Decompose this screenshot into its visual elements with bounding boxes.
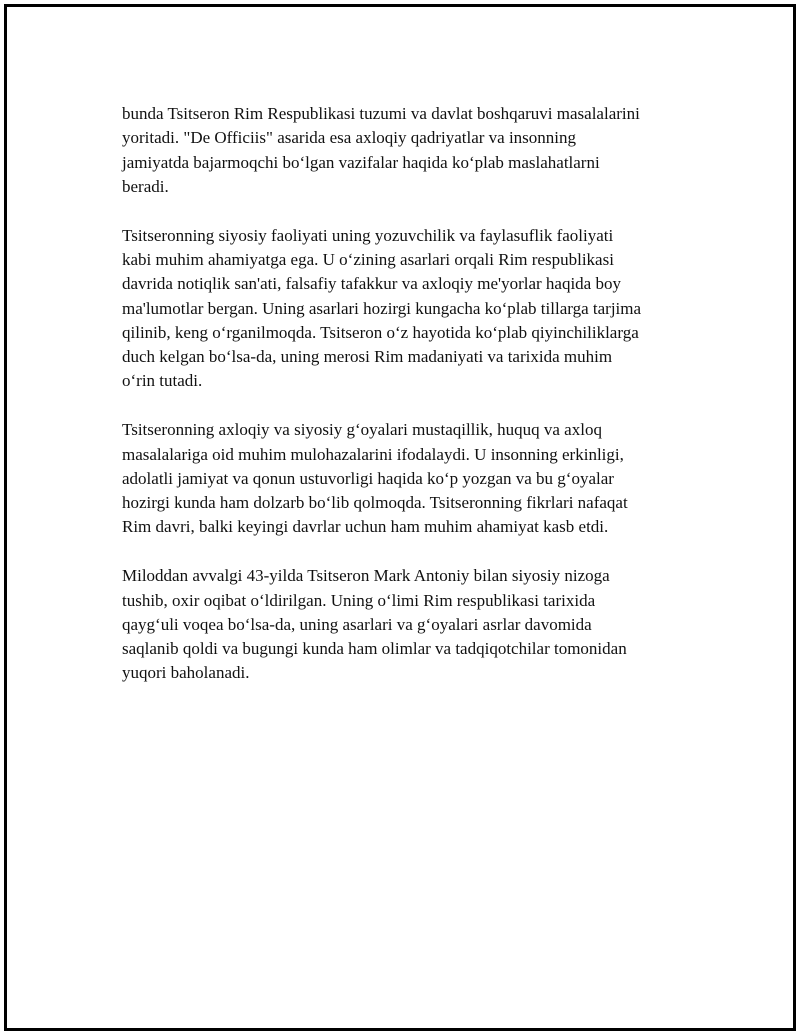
text-line: Miloddan avvalgi 43-yilda Tsitseron Mark Antoniy bilan siyosiy nizoga: [122, 566, 610, 586]
text-line: Tsitseronning axloqiy va siyosiy g‘oyalari mustaqillik, huquq va axloq: [122, 420, 602, 440]
paragraph-4: [122, 564, 712, 685]
text-line: Rim davri, balki keyingi davrlar uchun ham muhim ahamiyat kasb etdi.: [122, 517, 609, 537]
text-line: saqlanib qoldi va bugungi kunda ham olimlar va tadqiqotchilar tomonidan: [122, 639, 627, 659]
text-line: yuqori baholanadi.: [122, 663, 250, 683]
paragraph-2: [122, 224, 712, 394]
text-line: bunda Tsitseron Rim Respublikasi tuzumi va davlat boshqaruvi masalalarini: [122, 104, 640, 123]
text-line: davrida notiqlik san'ati, falsafiy tafakkur va axloqiy me'yorlar haqida boy: [122, 274, 621, 294]
page-frame: [4, 4, 796, 1031]
text-line: Tsitseronning siyosiy faoliyati uning yozuvchilik va faylasuflik faoliyati: [122, 225, 614, 245]
text-line: tushib, oxir oqibat o‘ldirilgan. Uning o‘limi Rim respublikasi tarixida: [122, 590, 596, 610]
paragraph-1: [122, 102, 712, 199]
text-line: hozirgi kunda ham dolzarb bo‘lib qolmoqda. Tsitseronning fikrlari nafaqat: [122, 493, 628, 513]
text-line: ma'lumotlar bergan. Uning asarlari hozirgi kungacha ko‘plab tillarga tarjima: [122, 298, 642, 318]
document-body: [122, 102, 712, 710]
text-line: qayg‘uli voqea bo‘lsa-da, uning asarlari va g‘oyalari asrlar davomida: [122, 614, 592, 634]
text-line: adolatli jamiyat va qonun ustuvorligi haqida ko‘p yozgan va bu g‘oyalar: [122, 468, 614, 488]
text-line: masalalariga oid muhim mulohazalarini ifodalaydi. U insonning erkinligi,: [122, 444, 624, 464]
text-line: beradi.: [122, 176, 169, 196]
text-line: o‘rin tutadi.: [122, 371, 203, 391]
text-line: jamiyatda bajarmoqchi bo‘lgan vazifalar haqida ko‘plab maslahatlarni: [122, 152, 600, 172]
text-line: kabi muhim ahamiyatga ega. U o‘zining asarlari orqali Rim respublikasi: [122, 249, 614, 269]
text-line: duch kelgan bo‘lsa-da, uning merosi Rim madaniyati va tarixida muhim: [122, 347, 613, 367]
text-line: yoritadi. "De Officiis" asarida esa axloqiy qadriyatlar va insonning: [122, 128, 577, 148]
paragraph-3: [122, 418, 712, 539]
text-line: qilinib, keng o‘rganilmoqda. Tsitseron o‘z hayotida ko‘plab qiyinchiliklarga: [122, 322, 639, 342]
